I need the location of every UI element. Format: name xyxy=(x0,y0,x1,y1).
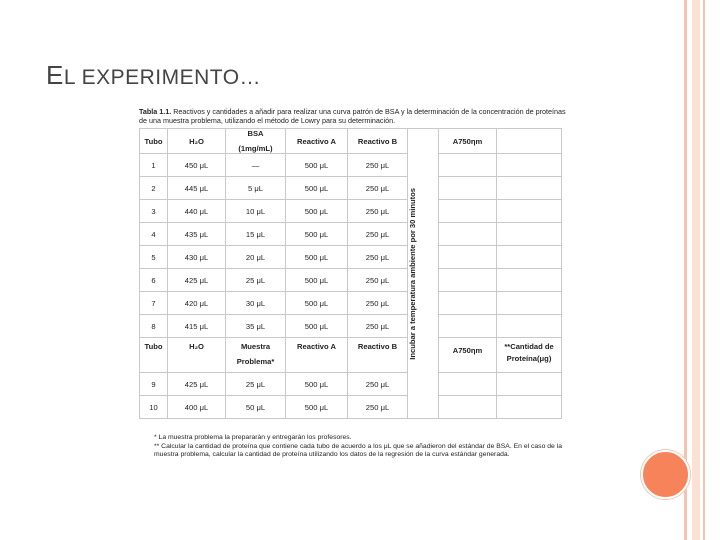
cell-bsa: 10 μL xyxy=(226,200,286,223)
cell-empty xyxy=(497,223,562,246)
header-bsa xyxy=(226,129,286,154)
subheader-muestra-label: Muestra xyxy=(240,342,271,351)
cell-reactivo-a: 500 μL xyxy=(286,246,348,269)
cell-tubo: 5 xyxy=(140,246,168,269)
cell-bsa: — xyxy=(226,154,286,177)
table-row xyxy=(140,315,562,338)
cell-reactivo-b: 250 μL xyxy=(348,246,408,269)
cell-muestra: 50 μL xyxy=(226,396,286,419)
table-row xyxy=(140,177,562,200)
subheader-muestra-label2: Problema* xyxy=(236,357,275,366)
cell-reactivo-b: 250 μL xyxy=(348,373,408,396)
cell-h2o: 425 μL xyxy=(168,373,226,396)
cell-reactivo-a: 500 μL xyxy=(286,269,348,292)
cell-reactivo-a: 500 μL xyxy=(286,200,348,223)
cell-absorbance xyxy=(439,223,497,246)
subheader-tubo xyxy=(140,338,168,373)
cell-absorbance xyxy=(439,292,497,315)
cell-absorbance xyxy=(439,315,497,338)
subheader-reactivo-b-label: Reactivo B xyxy=(357,342,398,351)
cell-absorbance xyxy=(439,396,497,419)
decor-circle xyxy=(641,450,690,499)
cell-bsa: 15 μL xyxy=(226,223,286,246)
header-tubo: Tubo xyxy=(140,129,168,154)
cell-empty xyxy=(497,269,562,292)
caption-text: Reactivos y cantidades a añadir para realizar una curva patrón de BSA y la determinación de la concentración de proteínas de una muestra problema, utilizando el método de Lowry para su determinación. xyxy=(139,107,566,125)
cell-bsa: 5 μL xyxy=(226,177,286,200)
table-row xyxy=(140,292,562,315)
cell-reactivo-a: 500 μL xyxy=(286,396,348,419)
cell-reactivo-a: 500 μL xyxy=(286,177,348,200)
reagent-table xyxy=(139,128,562,419)
cell-tubo: 1 xyxy=(140,154,168,177)
table-row xyxy=(140,154,562,177)
table-row xyxy=(140,373,562,396)
cell-h2o: 425 μL xyxy=(168,269,226,292)
header-empty xyxy=(497,129,562,154)
cell-tubo: 6 xyxy=(140,269,168,292)
table-caption xyxy=(139,107,569,125)
cell-reactivo-a: 500 μL xyxy=(286,373,348,396)
cell-empty xyxy=(497,246,562,269)
subheader-cantidad-label2: Proteína(μg) xyxy=(506,354,552,363)
table-row xyxy=(140,200,562,223)
decor-bar-light xyxy=(692,0,700,540)
cell-empty xyxy=(497,154,562,177)
decor-bar-thin xyxy=(703,0,705,540)
cell-h2o: 400 μL xyxy=(168,396,226,419)
cell-tubo: 8 xyxy=(140,315,168,338)
footnote-2: ** Calcular la cantidad de proteína que contiene cada tubo de acuerdo a los μL que se añadieron del estándar de BSA. En el caso de la muestra problema, calcular la cantidad de proteína utilizando los datos de la regresión de la curva estándar generada. xyxy=(154,442,562,459)
table-row xyxy=(140,223,562,246)
cell-empty xyxy=(497,292,562,315)
cell-reactivo-a: 500 μL xyxy=(286,315,348,338)
table-image xyxy=(136,104,572,480)
cell-empty xyxy=(497,177,562,200)
subheader-cantidad-label: **Cantidad de xyxy=(504,342,554,351)
subheader-tubo-label: Tubo xyxy=(144,342,163,351)
header-bsa-unit: (1mg/mL) xyxy=(238,144,273,153)
cell-reactivo-b: 250 μL xyxy=(348,292,408,315)
table-header-row xyxy=(140,129,562,154)
slide-title xyxy=(46,60,261,91)
cell-reactivo-b: 250 μL xyxy=(348,223,408,246)
cell-bsa: 30 μL xyxy=(226,292,286,315)
cell-h2o: 430 μL xyxy=(168,246,226,269)
title-first-letter: E xyxy=(46,60,64,90)
subheader-cantidad xyxy=(497,338,562,373)
incubation-label: Incubar a temperatura ambiente por 30 minutos xyxy=(408,187,417,360)
cell-cantidad xyxy=(497,396,562,419)
table-row xyxy=(140,396,562,419)
cell-reactivo-a: 500 μL xyxy=(286,292,348,315)
cell-tubo: 7 xyxy=(140,292,168,315)
subheader-absorbance-label: A750ηm xyxy=(452,346,483,355)
cell-h2o: 435 μL xyxy=(168,223,226,246)
cell-bsa: 20 μL xyxy=(226,246,286,269)
cell-tubo: 4 xyxy=(140,223,168,246)
cell-bsa: 35 μL xyxy=(226,315,286,338)
caption-label: Tabla 1.1. xyxy=(139,107,172,116)
cell-muestra: 25 μL xyxy=(226,373,286,396)
table-row xyxy=(140,269,562,292)
cell-absorbance xyxy=(439,269,497,292)
cell-reactivo-a: 500 μL xyxy=(286,223,348,246)
cell-reactivo-b: 250 μL xyxy=(348,315,408,338)
cell-cantidad xyxy=(497,373,562,396)
cell-h2o: 440 μL xyxy=(168,200,226,223)
header-h2o: H₂O xyxy=(168,129,226,154)
cell-h2o: 415 μL xyxy=(168,315,226,338)
cell-absorbance xyxy=(439,373,497,396)
cell-reactivo-a: 500 μL xyxy=(286,154,348,177)
header-reactivo-b: Reactivo B xyxy=(348,129,408,154)
cell-empty xyxy=(497,200,562,223)
subheader-reactivo-a-label: Reactivo A xyxy=(297,342,336,351)
cell-h2o: 420 μL xyxy=(168,292,226,315)
cell-absorbance xyxy=(439,154,497,177)
cell-reactivo-b: 250 μL xyxy=(348,200,408,223)
cell-reactivo-b: 250 μL xyxy=(348,396,408,419)
footnote-1: * La muestra problema la prepararán y entregarán los profesores. xyxy=(154,434,352,441)
cell-absorbance xyxy=(439,200,497,223)
incubation-cell xyxy=(408,129,439,419)
header-absorbance: A750ηm xyxy=(439,129,497,154)
table-row xyxy=(140,246,562,269)
subheader-muestra xyxy=(226,338,286,373)
cell-reactivo-b: 250 μL xyxy=(348,269,408,292)
cell-tubo: 3 xyxy=(140,200,168,223)
cell-tubo: 9 xyxy=(140,373,168,396)
title-rest: L EXPERIMENTO… xyxy=(63,66,262,89)
cell-tubo: 2 xyxy=(140,177,168,200)
header-reactivo-a: Reactivo A xyxy=(286,129,348,154)
subheader-absorbance xyxy=(439,338,497,373)
cell-reactivo-b: 250 μL xyxy=(348,154,408,177)
subheader-reactivo-b xyxy=(348,338,408,373)
cell-empty xyxy=(497,315,562,338)
header-bsa-label: BSA xyxy=(247,129,264,138)
table-footnotes xyxy=(154,434,574,460)
cell-tubo: 10 xyxy=(140,396,168,419)
subheader-h2o xyxy=(168,338,226,373)
table-subheader-row xyxy=(140,338,562,373)
cell-absorbance xyxy=(439,177,497,200)
cell-h2o: 445 μL xyxy=(168,177,226,200)
subheader-reactivo-a xyxy=(286,338,348,373)
cell-reactivo-b: 250 μL xyxy=(348,177,408,200)
cell-absorbance xyxy=(439,246,497,269)
cell-bsa: 25 μL xyxy=(226,269,286,292)
subheader-h2o-label: H₂O xyxy=(189,342,204,351)
cell-h2o: 450 μL xyxy=(168,154,226,177)
